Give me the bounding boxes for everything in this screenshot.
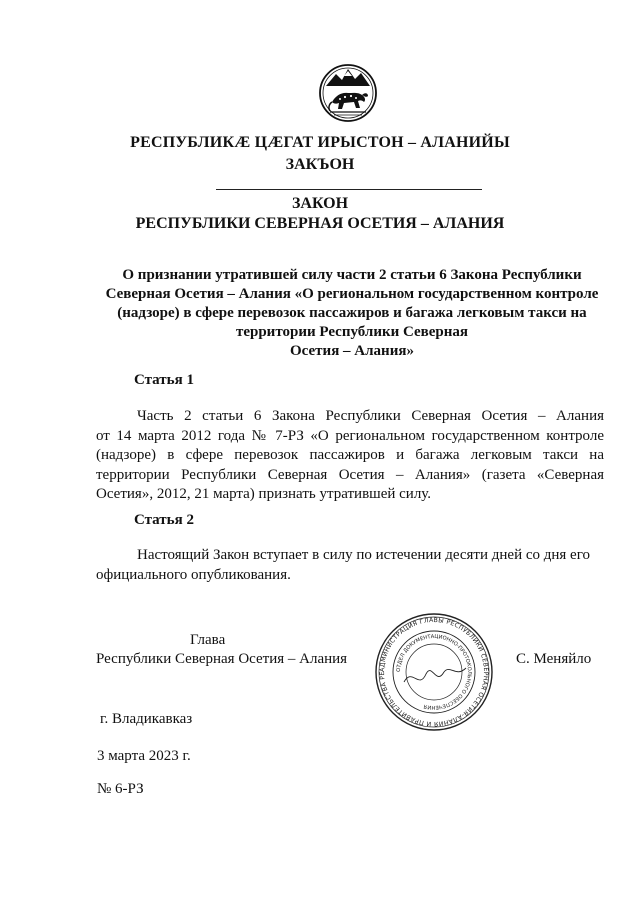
header-republic: РЕСПУБЛИКИ СЕВЕРНАЯ ОСЕТИЯ – АЛАНИЯ (135, 215, 505, 232)
header-ossetian-law: ЗАКЪОН (285, 156, 355, 173)
header-ossetian-republic: РЕСПУБЛИКӔ ЦӔГАТ ИРЫСТОН – АЛАНИЙЫ (130, 134, 510, 151)
article-2-line: Настоящий Закон вступает в силу по истечении десяти дней со дня его (137, 547, 590, 563)
header-law: ЗАКОН (291, 195, 349, 212)
law-subject-title (96, 266, 608, 361)
subject-line: Северная Осетия – Алания «О региональном государственном контроле (105, 286, 599, 302)
seal-inner-text: ОТДЕЛ ДОКУМЕНТАЦИОННО-ПРОТОКОЛЬНОГО ОБЕСПЕЧЕНИЯ (395, 633, 473, 711)
subject-line: О признании утратившей силу части 2 статьи 6 Закона Республики (122, 267, 582, 283)
city: г. Владикавказ (100, 711, 193, 727)
header-divider (216, 189, 482, 190)
subject-line: Осетия – Алания» (290, 343, 414, 359)
official-seal (374, 612, 494, 732)
svg-text:ОТДЕЛ ДОКУМЕНТАЦИОННО-ПРОТОКОЛ (396, 634, 472, 710)
article-2-body (96, 546, 604, 585)
article-1-body (96, 407, 604, 505)
article-1-line: (надзоре) в сфере перевозок пассажиров и багажа легковым такси на (96, 447, 604, 463)
article-1-line: от 14 марта 2012 года № 7-РЗ «О региональном государственном контроле (96, 427, 604, 444)
article-1-line: Осетия», 2012, 21 марта) признать утратившей силу. (96, 486, 432, 502)
subject-line: (надзоре) в сфере перевозок пассажиров и багажа легковым такси на (117, 305, 587, 321)
law-number: № 6-РЗ (97, 781, 144, 797)
signatory-name: С. Меняйло (516, 651, 592, 667)
article-2-line: официального опубликования. (96, 566, 291, 583)
article-2-heading: Статья 2 (134, 512, 194, 528)
article-1-line: территории Республики Северная Осетия – Алания» (газета «Северная (96, 466, 604, 483)
signature-title-line2: Республики Северная Осетия – Алания (96, 651, 348, 667)
subject-line: территории Республики Северная (235, 324, 469, 340)
signature-title-line1: Глава (190, 632, 226, 648)
coat-of-arms-emblem (318, 62, 378, 124)
date: 3 марта 2023 г. (97, 748, 191, 764)
article-1-heading: Статья 1 (134, 372, 194, 388)
seal-outer-text: АДМИНИСТРАЦИЯ ГЛАВЫ РЕСПУБЛИКИ СЕВЕРНАЯ ОСЕТИЯ-АЛАНИЯ И ПРАВИТЕЛЬСТВА РЕ (378, 616, 490, 728)
article-1-line: Часть 2 статьи 6 Закона Республики Северная Осетия – Алания (137, 408, 604, 424)
